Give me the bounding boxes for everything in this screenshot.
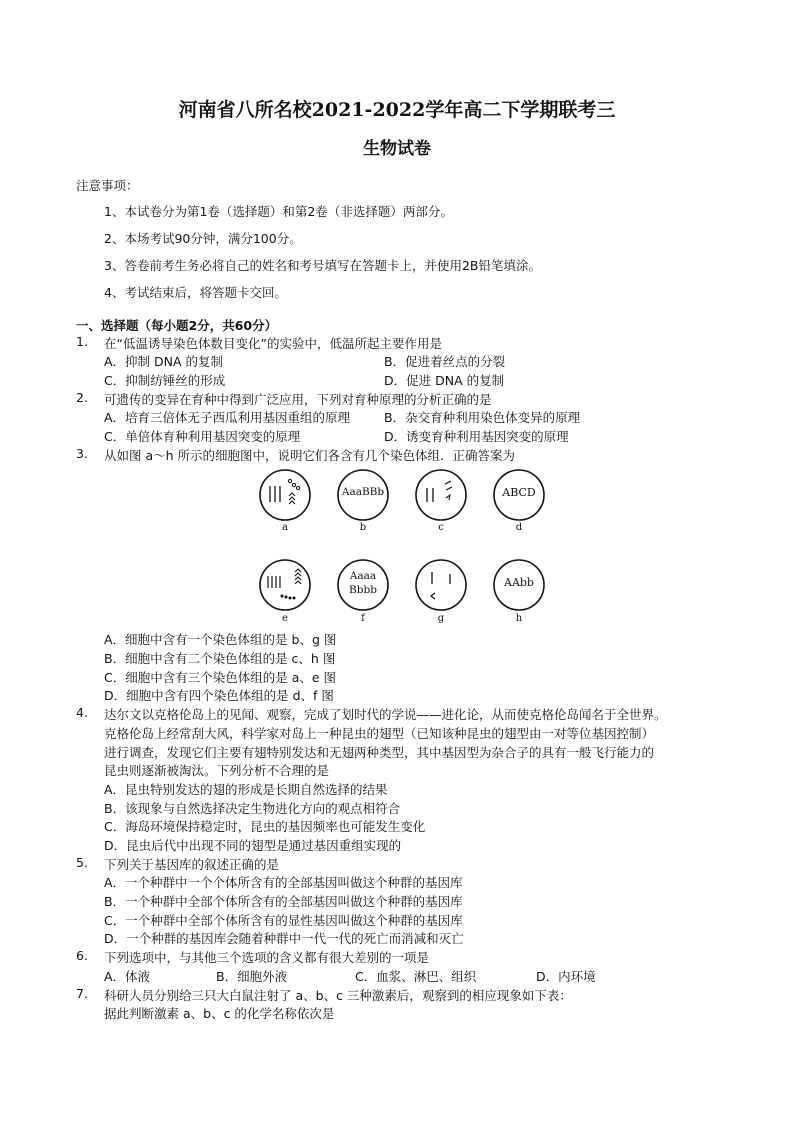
cell-h-label: h (515, 613, 523, 624)
cell-g-diagram (414, 558, 468, 612)
q5-option-b: B．一个种群中全部个体所含有的全部基因叫做这个种群的基因库 (104, 894, 463, 909)
q4-option-b: B．该现象与自然选择决定生物进化方向的观点相符合 (104, 801, 401, 816)
cell-f-genotype-1: Aaaa (349, 570, 377, 582)
q1-option-d: D．促进 DNA 的复制 (384, 373, 505, 388)
cell-f-label: f (361, 613, 365, 624)
notice-item-2: 2、本场考试90分钟，满分100分。 (104, 231, 302, 246)
q2-option-a: A．培育三倍体无子西瓜利用基因重组的原理 (104, 410, 351, 425)
q2-stem: 可遗传的变异在育种中得到广泛应用，下列对育种原理的分析正确的是 (104, 392, 492, 407)
q7-number: 7. (76, 986, 88, 1001)
cell-b-genotype: AaaBBb (341, 486, 385, 498)
q6-option-b: B．细胞外液 (216, 969, 288, 984)
q6-stem: 下列选项中，与其他三个选项的含义都有很大差别的一项是 (104, 950, 430, 965)
q7-stem-line-2: 据此判断激素 a、b、c 的化学名称依次是 (104, 1006, 335, 1021)
q3-number: 3. (76, 446, 88, 461)
cell-c-diagram (414, 468, 468, 522)
q4-option-c: C．海岛环境保持稳定时，昆虫的基因频率也可能发生变化 (104, 819, 426, 834)
q4-stem-line-2: 克格伦岛上经常刮大风，科学家对岛上一种昆虫的翅型（已知该种昆虫的翅型由一对等位基因控制） (104, 726, 655, 741)
cell-e-label: e (282, 613, 288, 624)
q2-number: 2. (76, 390, 88, 405)
cell-e-diagram (258, 558, 312, 612)
q3-option-a: A．细胞中含有一个染色体组的是 b、g 图 (104, 632, 337, 647)
cell-a-label: a (282, 522, 288, 533)
cell-b-label: b (359, 522, 367, 533)
q3-option-b: B．细胞中含有二个染色体组的是 c、h 图 (104, 651, 336, 666)
q1-option-b: B．促进着丝点的分裂 (384, 354, 506, 369)
q2-option-b: B．杂交育种利用染色体变异的原理 (384, 410, 581, 425)
q2-option-d: D．诱变育种利用基因突变的原理 (384, 429, 569, 444)
q4-stem-line-4: 昆虫则逐渐被淘汰。下列分析不合理的是 (104, 763, 330, 778)
q3-stem: 从如图 a～h 所示的细胞图中，说明它们各含有几个染色体组．正确答案为 (104, 448, 516, 463)
q4-stem-line-1: 达尔文以克格伦岛上的见闻、观察，完成了划时代的学说——进化论，从而使克格伦岛闻名于全世界。 (104, 707, 667, 722)
q6-option-d: D．内环境 (536, 969, 596, 984)
q5-option-d: D．一个种群的基因库会随着种群中一代一代的死亡而消减和灭亡 (104, 931, 464, 946)
q6-option-c: C．血浆、淋巴、组织 (355, 969, 477, 984)
q3-option-d: D．细胞中含有四个染色体组的是 d、f 图 (104, 688, 334, 703)
q6-number: 6. (76, 948, 88, 963)
q2-option-c: C．单倍体育种利用基因突变的原理 (104, 429, 301, 444)
cell-d-genotype: ABCD (502, 486, 536, 499)
q7-stem: 科研人员分别给三只大白鼠注射了 a、b、c 三种激素后，观察到的相应现象如下表： (104, 988, 572, 1003)
cell-h-genotype: AAbb (504, 576, 534, 589)
notice-item-4: 4、考试结束后，将答题卡交回。 (104, 285, 287, 300)
q1-number: 1. (76, 334, 88, 349)
q4-option-d: D．昆虫后代中出现不同的翅型是通过基因重组实现的 (104, 838, 402, 853)
cell-g-label: g (437, 613, 445, 624)
q6-option-a: A．体液 (104, 969, 151, 984)
q4-number: 4. (76, 705, 88, 720)
cell-f-genotype-2: Bbbb (349, 584, 377, 596)
q4-stem-line-3: 进行调查，发现它们主要有翅特别发达和无翅两种类型，其中基因型为杂合子的具有一般飞行能力的 (104, 745, 655, 760)
cell-a-diagram (258, 468, 312, 522)
q5-option-a: A．一个种群中一个个体所含有的全部基因叫做这个种群的基因库 (104, 875, 463, 890)
cell-d-label: d (515, 522, 523, 533)
q5-number: 5. (76, 855, 88, 870)
q1-option-c: C．抑制纺锤丝的形成 (104, 373, 226, 388)
notice-item-3: 3、答卷前考生务必将自己的姓名和考号填写在答题卡上，并使用2B铅笔填涂。 (104, 258, 541, 273)
paper-title: 河南省八所名校2021-2022学年高二下学期联考三 (178, 99, 616, 121)
cell-c-label: c (438, 522, 444, 533)
q5-stem: 下列关于基因库的叙述正确的是 (104, 857, 280, 872)
section-heading: 一、选择题（每小题2分，共60分） (76, 318, 278, 333)
q3-option-c: C．细胞中含有三个染色体组的是 a、e 图 (104, 670, 337, 685)
q1-stem: 在“低温诱导染色体数目变化”的实验中，低温所起主要作用是 (104, 336, 442, 351)
paper-subtitle: 生物试卷 (363, 139, 431, 159)
q4-option-a: A．昆虫特别发达的翅的形成是长期自然选择的结果 (104, 782, 388, 797)
notice-item-1: 1、本试卷分为第1卷（选择题）和第2卷（非选择题）两部分。 (104, 204, 453, 219)
q1-option-a: A．抑制 DNA 的复制 (104, 354, 224, 369)
notice-heading: 注意事项： (76, 178, 139, 193)
q5-option-c: C．一个种群中全部个体所含有的显性基因叫做这个种群的基因库 (104, 913, 463, 928)
